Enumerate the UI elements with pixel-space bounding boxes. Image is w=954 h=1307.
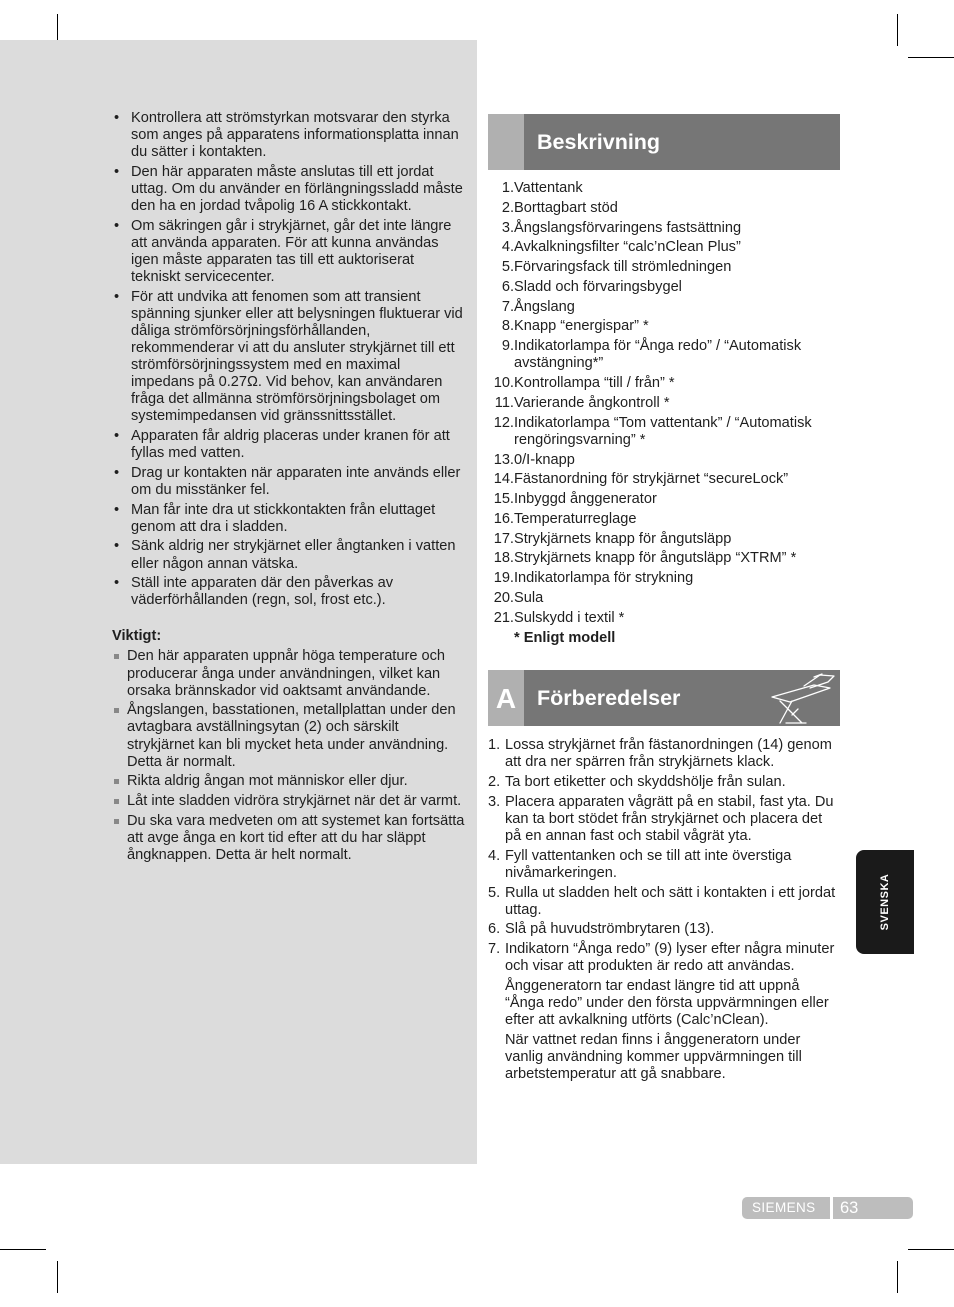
- list-item: 13. 0/I-knapp: [493, 451, 575, 468]
- language-tab: [856, 850, 914, 954]
- footer-divider: [830, 1197, 833, 1219]
- list-item: Ångslangen, basstationen, metallplattan under den avtagbara avställningsytan (2) och särskilt strykjärnet kan bli mycket heta under användning. Detta är normalt.: [112, 702, 467, 770]
- list-item: • Man får inte dra ut stickkontakten från eluttaget genom att dra i sladden.: [112, 502, 467, 536]
- crop-mark: [897, 1261, 898, 1293]
- list-item: 19. Indikatorlampa för strykning: [493, 570, 694, 587]
- list-item: • Ställ inte apparaten där den påverkas av väderförhållanden (regn, sol, frost etc.).: [112, 575, 467, 609]
- page-number: 63: [840, 1199, 859, 1217]
- list-item: 5. Förvaringsfack till strömledningen: [501, 259, 732, 276]
- important-heading: Viktigt:: [112, 628, 162, 645]
- list-item: 9. Indikatorlampa för “Ånga redo” / “Automatisk avstängning*”: [501, 338, 802, 372]
- footer-bar: [742, 1197, 913, 1219]
- preparation-steps: [488, 737, 840, 1086]
- crop-mark: [908, 57, 954, 58]
- language-label: SVENSKA: [879, 873, 891, 931]
- list-item: • Den här apparaten måste anslutas till ett jordat uttag. Om du använder en förlängningssladd måste den ha en jordad tvåpolig 16 A stickkontakt.: [112, 164, 467, 215]
- description-header: [488, 114, 840, 170]
- list-item: 8. Knapp “energispar” *: [501, 318, 649, 335]
- preparation-header: [488, 670, 840, 726]
- footnote: * Enligt modell: [514, 629, 616, 646]
- list-item: 20. Sula: [493, 590, 544, 607]
- list-item: • Kontrollera att strömstyrkan motsvarar den styrka som anges på apparatens informationsplatta innan du sätter i kontakten.: [112, 110, 467, 161]
- list-item: Du ska vara medveten om att systemet kan fortsätta att avge ånga en kort tid efter att du har släppt ångknappen. Detta är helt normalt.: [112, 813, 467, 864]
- list-item: • Drag ur kontakten när apparaten inte används eller om du misstänker fel.: [112, 465, 467, 499]
- list-item: 10. Kontrollampa “till / från” *: [493, 375, 675, 392]
- list-item: 21. Sulskydd i textil *: [493, 609, 625, 626]
- list-item: 3. Placera apparaten vågrätt på en stabil, fast yta. Du kan ta bort stödet från strykjärnet och placera det på en annan fast och stabil vågrät yta.: [488, 793, 834, 844]
- list-item: 6. Slå på huvudströmbrytaren (13).: [488, 921, 715, 938]
- list-item: • Sänk aldrig ner strykjärnet eller ångtanken i vatten eller någon annan vätska.: [112, 538, 467, 572]
- paragraph: Ånggeneratorn tar endast längre tid att uppnå “Ånga redo” under den första uppvärmningen eller efter att avkalkning utförts (Calc’nClean).: [505, 978, 829, 1029]
- list-item: 7. Ångslang: [501, 298, 575, 315]
- crop-mark: [57, 1261, 58, 1293]
- list-item: 17. Strykjärnets knapp för ångutsläpp: [493, 530, 732, 547]
- crop-mark: [897, 14, 898, 46]
- list-item: 11. Varierande ångkontroll *: [494, 394, 670, 411]
- important-list: [112, 648, 467, 864]
- list-item: Rikta aldrig ångan mot människor eller djur.: [112, 773, 467, 790]
- safety-bullet-list: [112, 110, 467, 609]
- ironing-board-icon: [768, 671, 838, 725]
- list-item: 3. Ångslangsförvaringens fastsättning: [501, 219, 742, 236]
- crop-mark: [0, 1249, 46, 1250]
- list-item: • Apparaten får aldrig placeras under kranen för att fyllas med vatten.: [112, 428, 467, 462]
- list-item: 1. Lossa strykjärnet från fästanordningen (14) genom att dra ner spärren från strykjärnets klack.: [488, 737, 832, 771]
- list-item: 4. Avkalkningsfilter “calc’nClean Plus”: [501, 239, 741, 256]
- preparation-tab-letter: A: [488, 670, 524, 726]
- list-item: 14. Fästanordning för strykjärnet “secureLock”: [493, 471, 789, 488]
- crop-mark: [908, 1249, 954, 1250]
- description-list: [488, 180, 843, 649]
- paragraph: När vattnet redan finns i ånggeneratorn under vanlig användning kommer uppvärmningen till arbetstemperatur att gå snabbare.: [505, 1032, 802, 1083]
- list-item: • Om säkringen går i strykjärnet, går det inte längre att använda apparaten. För att kunna användas igen måste apparaten tas till ett auktoriserat tekniskt servicecenter.: [112, 218, 467, 286]
- list-item: 16. Temperaturreglage: [493, 510, 637, 527]
- list-item: • För att undvika att fenomen som att transient spänning sjunker eller att belysningen fluktuerar vid dåliga strömförsörjningsförhållanden, rekommenderar vi att du ansluter strykjärnet till ett strömförsörjningssystem med en maximal impedans på 0.27Ω. Vid behov, kan användaren fråga det allmänna strömförsörjningsbolaget om systemimpedansen vid gränssnittsstället.: [112, 289, 467, 426]
- description-title: Beskrivning: [537, 130, 661, 154]
- safety-column: [112, 110, 467, 867]
- list-item: 2. Ta bort etiketter och skyddshölje från sulan.: [488, 773, 786, 790]
- list-item: 12. Indikatorlampa “Tom vattentank” / “Automatisk rengöringsvarning” *: [493, 414, 812, 448]
- list-item: 15. Inbyggd ånggenerator: [493, 491, 657, 508]
- description-header-tab: [488, 114, 524, 170]
- brand-name: SIEMENS: [752, 1200, 816, 1215]
- list-item: 4. Fyll vattentanken och se till att inte överstiga nivåmarkeringen.: [488, 847, 792, 881]
- list-item: 6. Sladd och förvaringsbygel: [501, 278, 682, 295]
- list-item: 1. Vattentank: [501, 180, 583, 196]
- list-item: Låt inte sladden vidröra strykjärnet när det är varmt.: [112, 793, 467, 810]
- list-item: 5. Rulla ut sladden helt och sätt i kontakten i ett jordat uttag.: [488, 884, 836, 918]
- list-item: 2. Borttagbart stöd: [501, 199, 618, 216]
- preparation-title: Förberedelser: [537, 686, 681, 710]
- list-item: 7. Indikatorn “Ånga redo” (9) lyser efter några minuter och visar att produkten är redo att användas.: [488, 941, 835, 975]
- list-item: Den här apparaten uppnår höga temperature och producerar ånga under användningen, vilket kan orsaka brännskador vid oaktsamt användande.: [112, 648, 467, 699]
- list-item: 18. Strykjärnets knapp för ångutsläpp “XTRM” *: [493, 550, 797, 567]
